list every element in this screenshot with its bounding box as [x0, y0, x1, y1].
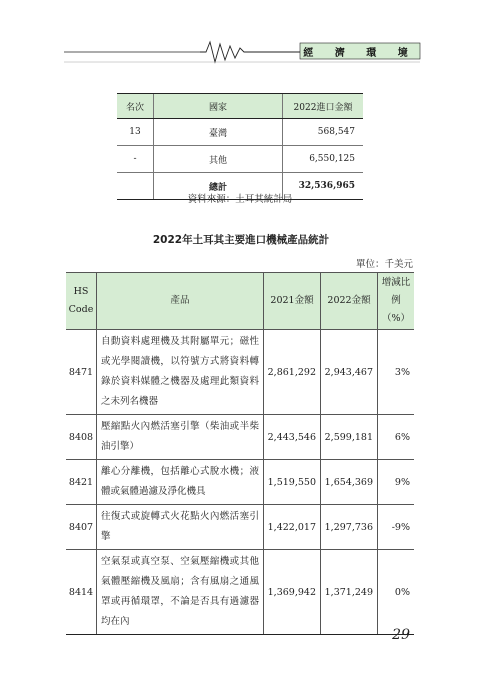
change-cell: 9%	[378, 460, 415, 505]
column-header-product: 產品	[97, 273, 264, 330]
product-cell: 往復式或旋轉式火花點火內燃活塞引擎	[97, 505, 264, 550]
change-cell: -9%	[378, 505, 415, 550]
table-header-row	[66, 273, 414, 330]
amount-cell: 6,550,125	[283, 146, 364, 173]
product-cell: 空氣泵或真空泵、空氣壓縮機或其他氣體壓縮機及風扇；含有風扇之通風罩或再循環罩，不論是否具有過濾器均在內	[97, 550, 264, 635]
amount-2021-cell: 1,422,017	[264, 505, 321, 550]
column-header-import-2022: 2022進口金額	[283, 94, 364, 119]
product-cell: 離心分離機，包括離心式脫水機；液體或氣體過濾及淨化機具	[97, 460, 264, 505]
amount-2022-cell: 2,943,467	[321, 330, 378, 415]
country-cell: 臺灣	[154, 119, 283, 146]
section-label: 經 濟 環 境	[303, 47, 417, 59]
amount-2022-cell: 2,599,181	[321, 415, 378, 460]
hs-code-label-2: Code	[68, 304, 94, 315]
hs-code-cell: 8408	[66, 415, 97, 460]
column-header-hs-code	[66, 273, 97, 330]
hs-code-cell: 8471	[66, 330, 97, 415]
amount-2022-cell: 1,371,249	[321, 550, 378, 635]
table-row	[66, 505, 414, 550]
change-unit-label: （%）	[381, 313, 411, 324]
change-cell: 6%	[378, 415, 415, 460]
amount-2022-cell: 1,297,736	[321, 505, 378, 550]
product-cell: 自動資料處理機及其附屬單元；磁性或光學閱讀機，以符號方式將資料轉錄於資料媒體之機器及處理此類資料之未列名機器	[97, 330, 264, 415]
rank-cell: 13	[117, 119, 154, 146]
country-import-table	[117, 93, 363, 200]
table-row	[66, 415, 414, 460]
column-header-2021: 2021金額	[264, 273, 321, 330]
unit-note: 單位：千美元	[355, 259, 413, 270]
column-header-country: 國家	[154, 94, 283, 119]
change-label: 增減比例	[381, 277, 411, 306]
column-header-change	[378, 273, 415, 330]
table-row	[66, 330, 414, 415]
table-row	[66, 550, 414, 635]
rank-cell: -	[117, 146, 154, 173]
amount-2021-cell: 2,861,292	[264, 330, 321, 415]
hs-code-cell: 8421	[66, 460, 97, 505]
total-label: 總計	[154, 173, 283, 200]
column-header-rank: 名次	[117, 94, 154, 119]
change-cell: 3%	[378, 330, 415, 415]
change-cell: 0%	[378, 550, 415, 635]
product-cell: 壓縮點火內燃活塞引擎（柴油或半柴油引擎）	[97, 415, 264, 460]
table-row	[66, 460, 414, 505]
table-title: 2022年土耳其主要進口機械產品統計	[152, 234, 330, 246]
amount-2022-cell: 1,654,369	[321, 460, 378, 505]
hs-code-cell: 8414	[66, 550, 97, 635]
source-note: 資料來源：土耳其統計局	[187, 194, 293, 205]
hs-code-label: HS	[73, 286, 89, 297]
page-number: 29	[392, 627, 410, 643]
table-row	[117, 146, 363, 173]
hs-code-cell: 8407	[66, 505, 97, 550]
table-header-row	[117, 94, 363, 119]
total-amount: 32,536,965	[283, 173, 364, 200]
column-header-2022: 2022金額	[321, 273, 378, 330]
amount-cell: 568,547	[283, 119, 364, 146]
table-row	[117, 119, 363, 146]
amount-2021-cell: 1,519,550	[264, 460, 321, 505]
amount-2021-cell: 1,369,942	[264, 550, 321, 635]
amount-2021-cell: 2,443,546	[264, 415, 321, 460]
country-cell: 其他	[154, 146, 283, 173]
machinery-import-table	[66, 272, 414, 635]
